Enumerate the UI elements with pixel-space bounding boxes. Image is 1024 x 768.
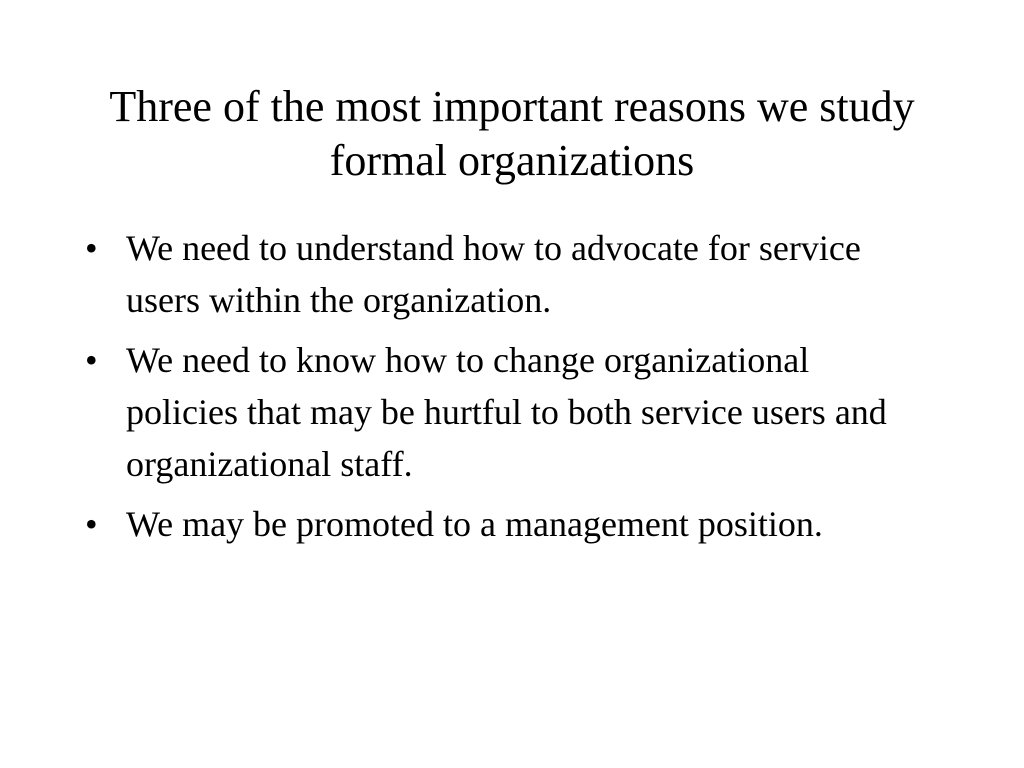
bullet-item — [85, 498, 925, 550]
bullet-icon: • — [85, 504, 98, 544]
bullet-list — [85, 222, 925, 558]
bullet-item — [85, 222, 925, 326]
bullet-text: We need to know how to change organizational policies that may be hurtful to both service users and organizational staff. — [126, 340, 887, 484]
bullet-text: We may be promoted to a management position. — [126, 504, 823, 544]
slide-title: Three of the most important reasons we study formal organizations — [109, 82, 915, 185]
bullet-text: We need to understand how to advocate for service users within the organization. — [126, 228, 861, 320]
bullet-item — [85, 334, 925, 490]
bullet-icon: • — [85, 228, 98, 268]
bullet-icon: • — [85, 340, 98, 380]
